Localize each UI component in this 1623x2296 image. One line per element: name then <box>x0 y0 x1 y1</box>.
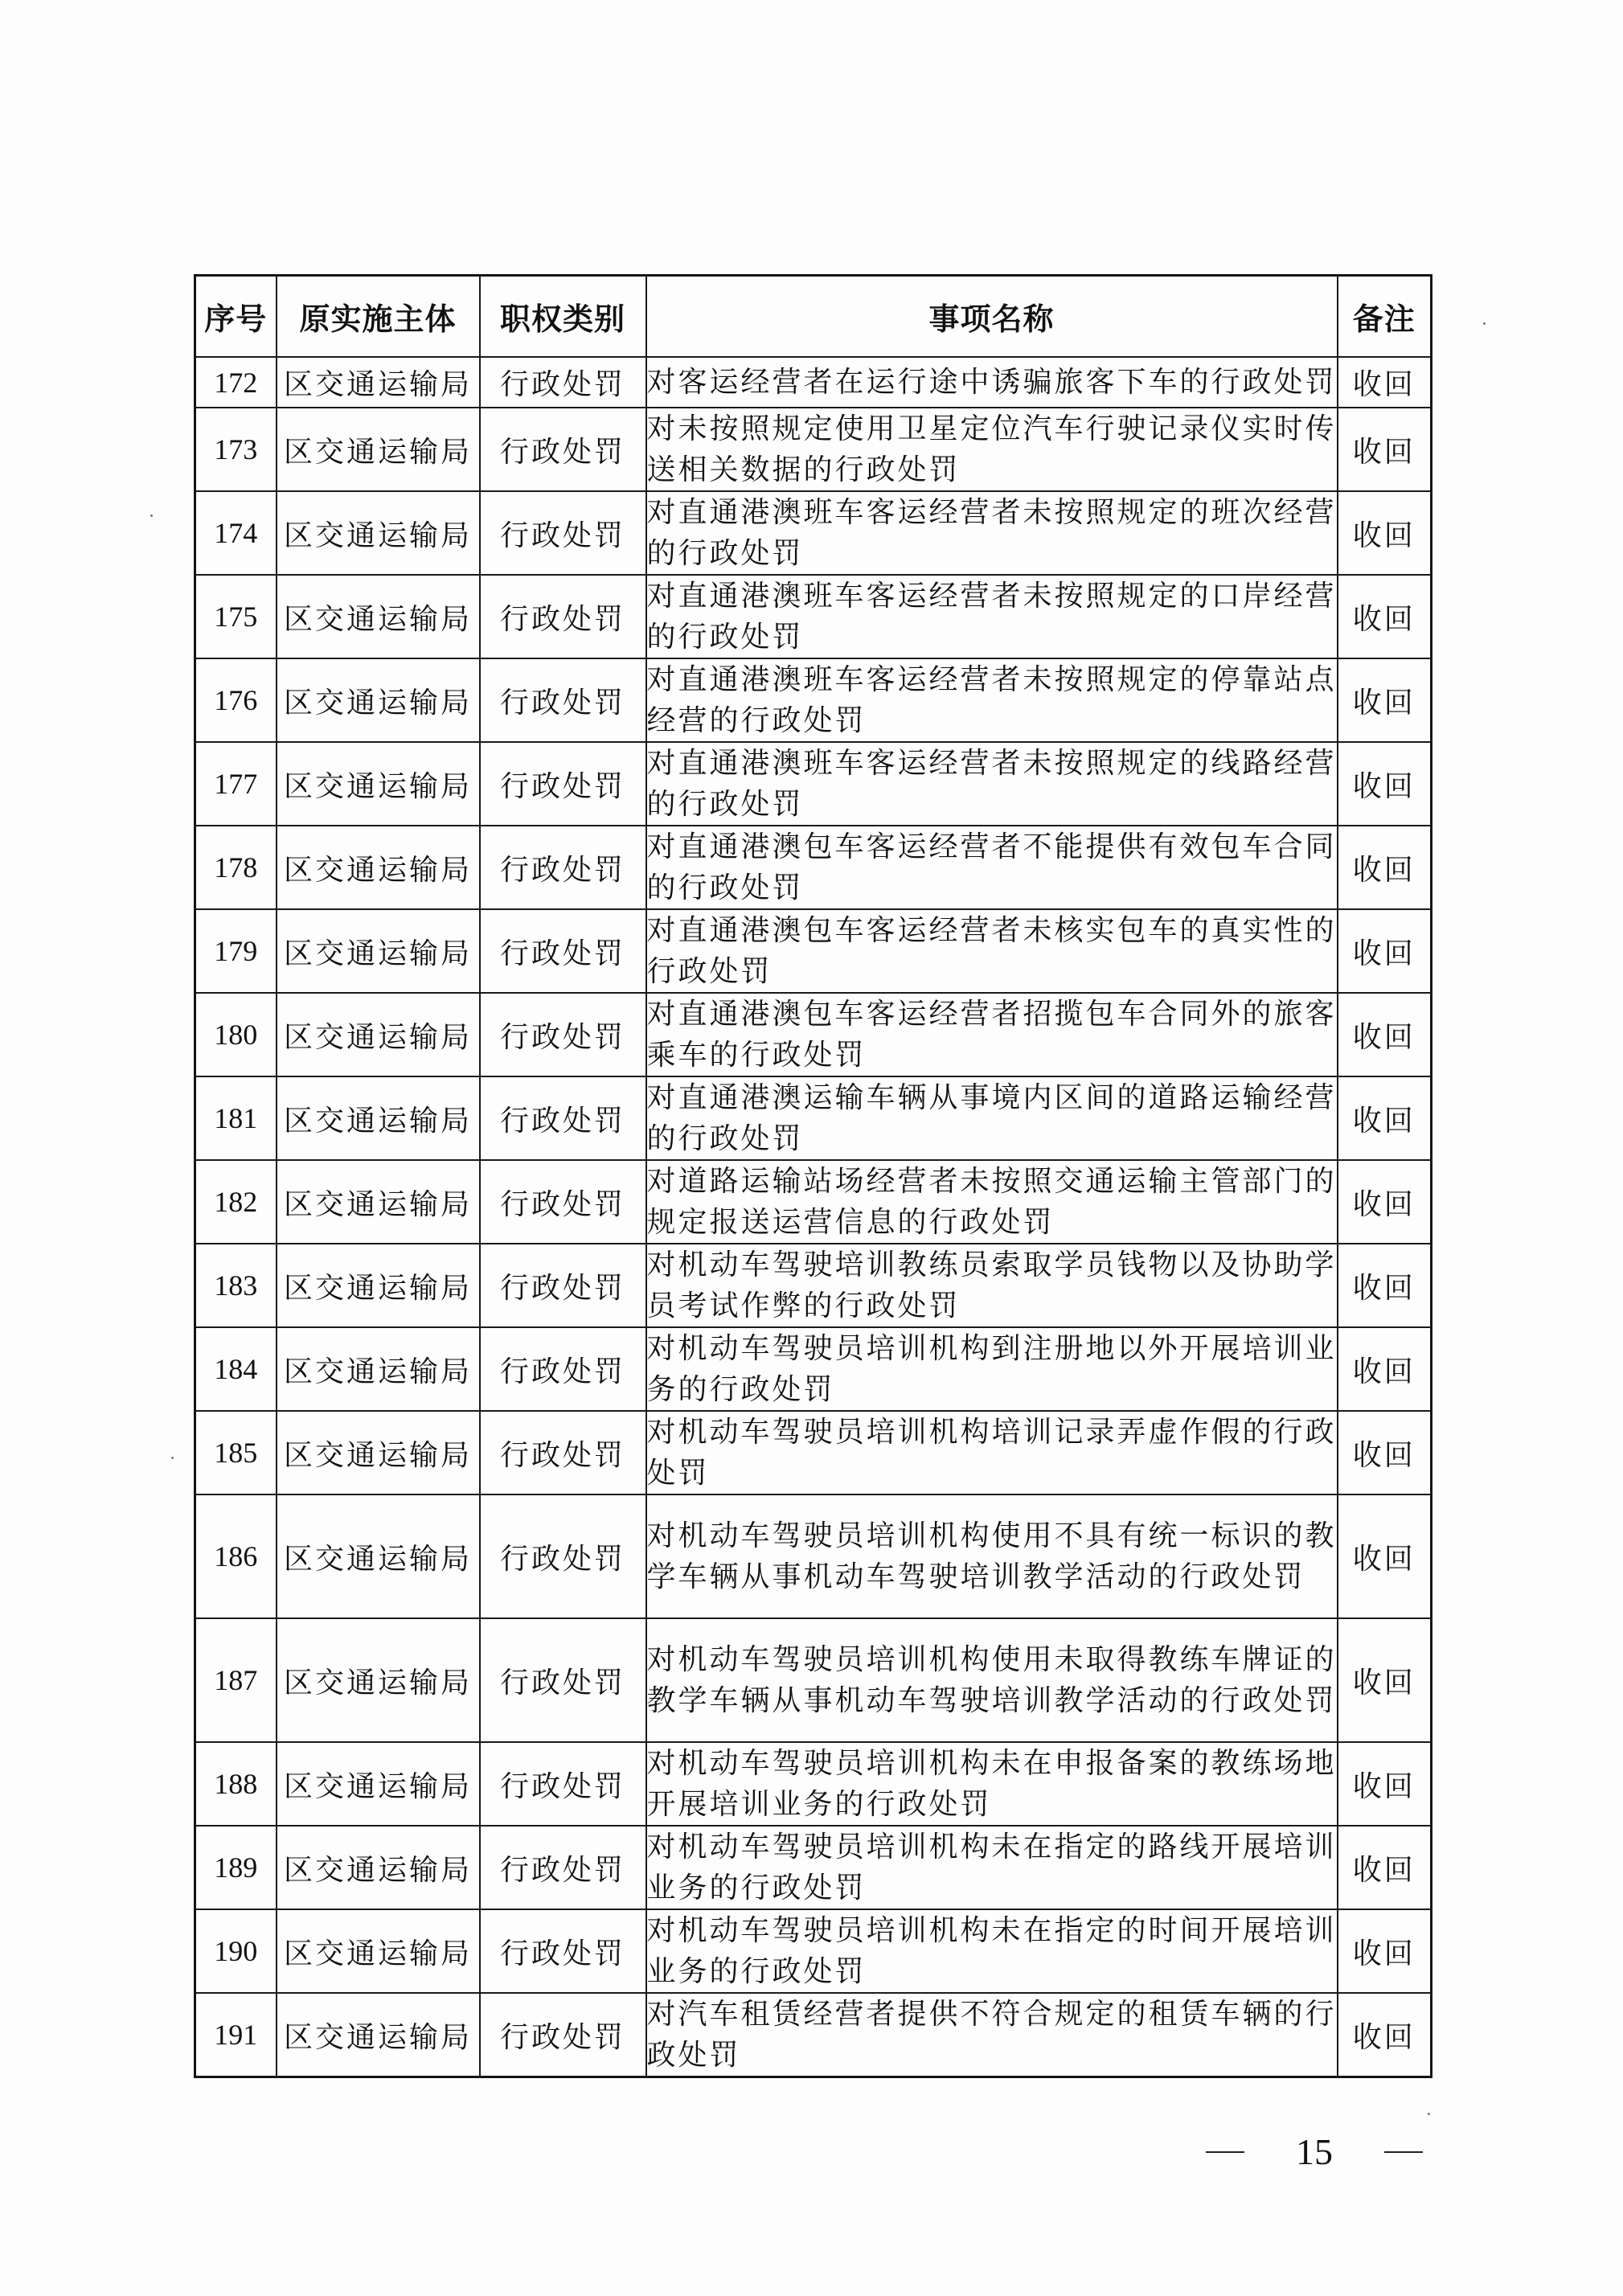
cell-item-name: 对机动车驾驶员培训机构使用不具有统一标识的教学车辆从事机动车驾驶培训教学活动的行政处罚 <box>646 1494 1338 1618</box>
cell-power-category: 行政处罚 <box>480 1076 646 1160</box>
cell-serial-number: 186 <box>195 1494 277 1618</box>
cell-power-category: 行政处罚 <box>480 909 646 993</box>
cell-serial-number: 172 <box>195 357 277 408</box>
cell-implementer: 区交通运输局 <box>277 1160 480 1244</box>
cell-serial-number: 188 <box>195 1742 277 1826</box>
cell-power-category: 行政处罚 <box>480 575 646 658</box>
table-row <box>195 408 1432 491</box>
table-row <box>195 742 1432 826</box>
cell-implementer: 区交通运输局 <box>277 1618 480 1742</box>
right-dash-decoration <box>1384 2151 1423 2153</box>
cell-item-name: 对直通港澳班车客运经营者未按照规定的停靠站点经营的行政处罚 <box>646 658 1338 742</box>
cell-item-name: 对机动车驾驶员培训机构使用未取得教练车牌证的教学车辆从事机动车驾驶培训教学活动的行政处罚 <box>646 1618 1338 1742</box>
left-dash-decoration <box>1206 2151 1244 2153</box>
table-row <box>195 1742 1432 1826</box>
cell-implementer: 区交通运输局 <box>277 1076 480 1160</box>
cell-power-category: 行政处罚 <box>480 1160 646 1244</box>
cell-serial-number: 184 <box>195 1327 277 1411</box>
cell-remarks: 收回 <box>1338 1494 1432 1618</box>
cell-serial-number: 191 <box>195 1993 277 2077</box>
table-row <box>195 575 1432 658</box>
cell-item-name: 对道路运输站场经营者未按照交通运输主管部门的规定报送运营信息的行政处罚 <box>646 1160 1338 1244</box>
cell-remarks: 收回 <box>1338 1244 1432 1327</box>
header-item-name: 事项名称 <box>646 276 1338 358</box>
cell-item-name: 对客运经营者在运行途中诱骗旅客下车的行政处罚 <box>646 357 1338 408</box>
cell-implementer: 区交通运输局 <box>277 357 480 408</box>
cell-item-name: 对汽车租赁经营者提供不符合规定的租赁车辆的行政处罚 <box>646 1993 1338 2077</box>
cell-power-category: 行政处罚 <box>480 1742 646 1826</box>
cell-item-name: 对直通港澳运输车辆从事境内区间的道路运输经营的行政处罚 <box>646 1076 1338 1160</box>
cell-remarks: 收回 <box>1338 408 1432 491</box>
cell-remarks: 收回 <box>1338 1993 1432 2077</box>
cell-remarks: 收回 <box>1338 742 1432 826</box>
cell-remarks: 收回 <box>1338 1160 1432 1244</box>
cell-power-category: 行政处罚 <box>480 357 646 408</box>
cell-implementer: 区交通运输局 <box>277 1244 480 1327</box>
cell-implementer: 区交通运输局 <box>277 993 480 1076</box>
cell-item-name: 对机动车驾驶员培训机构未在申报备案的教练场地开展培训业务的行政处罚 <box>646 1742 1338 1826</box>
cell-remarks: 收回 <box>1338 357 1432 408</box>
table-row <box>195 1494 1432 1618</box>
cell-power-category: 行政处罚 <box>480 1909 646 1993</box>
cell-power-category: 行政处罚 <box>480 1244 646 1327</box>
cell-serial-number: 189 <box>195 1826 277 1909</box>
cell-remarks: 收回 <box>1338 658 1432 742</box>
table-row <box>195 1411 1432 1494</box>
table-row <box>195 1327 1432 1411</box>
cell-implementer: 区交通运输局 <box>277 1993 480 2077</box>
table-row <box>195 1993 1432 2077</box>
cell-item-name: 对直通港澳班车客运经营者未按照规定的班次经营的行政处罚 <box>646 491 1338 575</box>
scan-speck <box>1428 2113 1430 2115</box>
cell-power-category: 行政处罚 <box>480 993 646 1076</box>
cell-serial-number: 187 <box>195 1618 277 1742</box>
cell-implementer: 区交通运输局 <box>277 1411 480 1494</box>
table-row <box>195 1076 1432 1160</box>
cell-remarks: 收回 <box>1338 1327 1432 1411</box>
cell-serial-number: 190 <box>195 1909 277 1993</box>
cell-power-category: 行政处罚 <box>480 1826 646 1909</box>
power-items-table <box>194 274 1432 2078</box>
cell-remarks: 收回 <box>1338 1909 1432 1993</box>
table-row <box>195 357 1432 408</box>
table-body <box>195 357 1432 2077</box>
cell-remarks: 收回 <box>1338 1076 1432 1160</box>
header-remarks: 备注 <box>1338 276 1432 358</box>
cell-serial-number: 177 <box>195 742 277 826</box>
table-row <box>195 1909 1432 1993</box>
cell-item-name: 对机动车驾驶员培训机构未在指定的时间开展培训业务的行政处罚 <box>646 1909 1338 1993</box>
cell-item-name: 对机动车驾驶员培训机构未在指定的路线开展培训业务的行政处罚 <box>646 1826 1338 1909</box>
cell-power-category: 行政处罚 <box>480 742 646 826</box>
cell-implementer: 区交通运输局 <box>277 491 480 575</box>
cell-power-category: 行政处罚 <box>480 1618 646 1742</box>
cell-implementer: 区交通运输局 <box>277 1826 480 1909</box>
cell-serial-number: 180 <box>195 993 277 1076</box>
table-row <box>195 1244 1432 1327</box>
cell-serial-number: 173 <box>195 408 277 491</box>
cell-item-name: 对直通港澳班车客运经营者未按照规定的口岸经营的行政处罚 <box>646 575 1338 658</box>
cell-power-category: 行政处罚 <box>480 1494 646 1618</box>
table-row <box>195 909 1432 993</box>
cell-serial-number: 174 <box>195 491 277 575</box>
page-number: 15 <box>1296 2131 1333 2172</box>
cell-serial-number: 175 <box>195 575 277 658</box>
cell-item-name: 对直通港澳包车客运经营者招揽包车合同外的旅客乘车的行政处罚 <box>646 993 1338 1076</box>
table-row <box>195 658 1432 742</box>
cell-remarks: 收回 <box>1338 1618 1432 1742</box>
cell-power-category: 行政处罚 <box>480 1327 646 1411</box>
cell-serial-number: 185 <box>195 1411 277 1494</box>
cell-implementer: 区交通运输局 <box>277 1909 480 1993</box>
cell-serial-number: 178 <box>195 826 277 909</box>
page-number-footer <box>1206 2130 1423 2173</box>
cell-remarks: 收回 <box>1338 826 1432 909</box>
cell-remarks: 收回 <box>1338 1411 1432 1494</box>
cell-serial-number: 181 <box>195 1076 277 1160</box>
cell-implementer: 区交通运输局 <box>277 826 480 909</box>
cell-remarks: 收回 <box>1338 575 1432 658</box>
cell-item-name: 对直通港澳包车客运经营者未核实包车的真实性的行政处罚 <box>646 909 1338 993</box>
cell-serial-number: 182 <box>195 1160 277 1244</box>
cell-item-name: 对机动车驾驶员培训机构培训记录弄虚作假的行政处罚 <box>646 1411 1338 1494</box>
scan-speck <box>1483 322 1486 325</box>
cell-implementer: 区交通运输局 <box>277 742 480 826</box>
cell-remarks: 收回 <box>1338 1826 1432 1909</box>
scan-speck <box>150 515 153 517</box>
cell-item-name: 对直通港澳包车客运经营者不能提供有效包车合同的行政处罚 <box>646 826 1338 909</box>
cell-remarks: 收回 <box>1338 1742 1432 1826</box>
table-row <box>195 826 1432 909</box>
table-row <box>195 1826 1432 1909</box>
scan-speck <box>171 1457 174 1459</box>
cell-power-category: 行政处罚 <box>480 826 646 909</box>
cell-implementer: 区交通运输局 <box>277 658 480 742</box>
cell-item-name: 对未按照规定使用卫星定位汽车行驶记录仪实时传送相关数据的行政处罚 <box>646 408 1338 491</box>
cell-remarks: 收回 <box>1338 993 1432 1076</box>
cell-implementer: 区交通运输局 <box>277 1494 480 1618</box>
header-power-category: 职权类别 <box>480 276 646 358</box>
cell-power-category: 行政处罚 <box>480 1993 646 2077</box>
table-row <box>195 993 1432 1076</box>
table-row <box>195 1160 1432 1244</box>
cell-serial-number: 183 <box>195 1244 277 1327</box>
cell-power-category: 行政处罚 <box>480 1411 646 1494</box>
cell-power-category: 行政处罚 <box>480 408 646 491</box>
table-header-row <box>195 276 1432 358</box>
header-serial-number: 序号 <box>195 276 277 358</box>
cell-power-category: 行政处罚 <box>480 491 646 575</box>
cell-serial-number: 179 <box>195 909 277 993</box>
cell-implementer: 区交通运输局 <box>277 1742 480 1826</box>
table-row <box>195 1618 1432 1742</box>
cell-implementer: 区交通运输局 <box>277 1327 480 1411</box>
cell-item-name: 对直通港澳班车客运经营者未按照规定的线路经营的行政处罚 <box>646 742 1338 826</box>
cell-item-name: 对机动车驾驶培训教练员索取学员钱物以及协助学员考试作弊的行政处罚 <box>646 1244 1338 1327</box>
cell-item-name: 对机动车驾驶员培训机构到注册地以外开展培训业务的行政处罚 <box>646 1327 1338 1411</box>
table-row <box>195 491 1432 575</box>
cell-implementer: 区交通运输局 <box>277 575 480 658</box>
cell-implementer: 区交通运输局 <box>277 408 480 491</box>
cell-power-category: 行政处罚 <box>480 658 646 742</box>
header-original-implementer: 原实施主体 <box>277 276 480 358</box>
cell-remarks: 收回 <box>1338 491 1432 575</box>
cell-serial-number: 176 <box>195 658 277 742</box>
cell-remarks: 收回 <box>1338 909 1432 993</box>
cell-implementer: 区交通运输局 <box>277 909 480 993</box>
